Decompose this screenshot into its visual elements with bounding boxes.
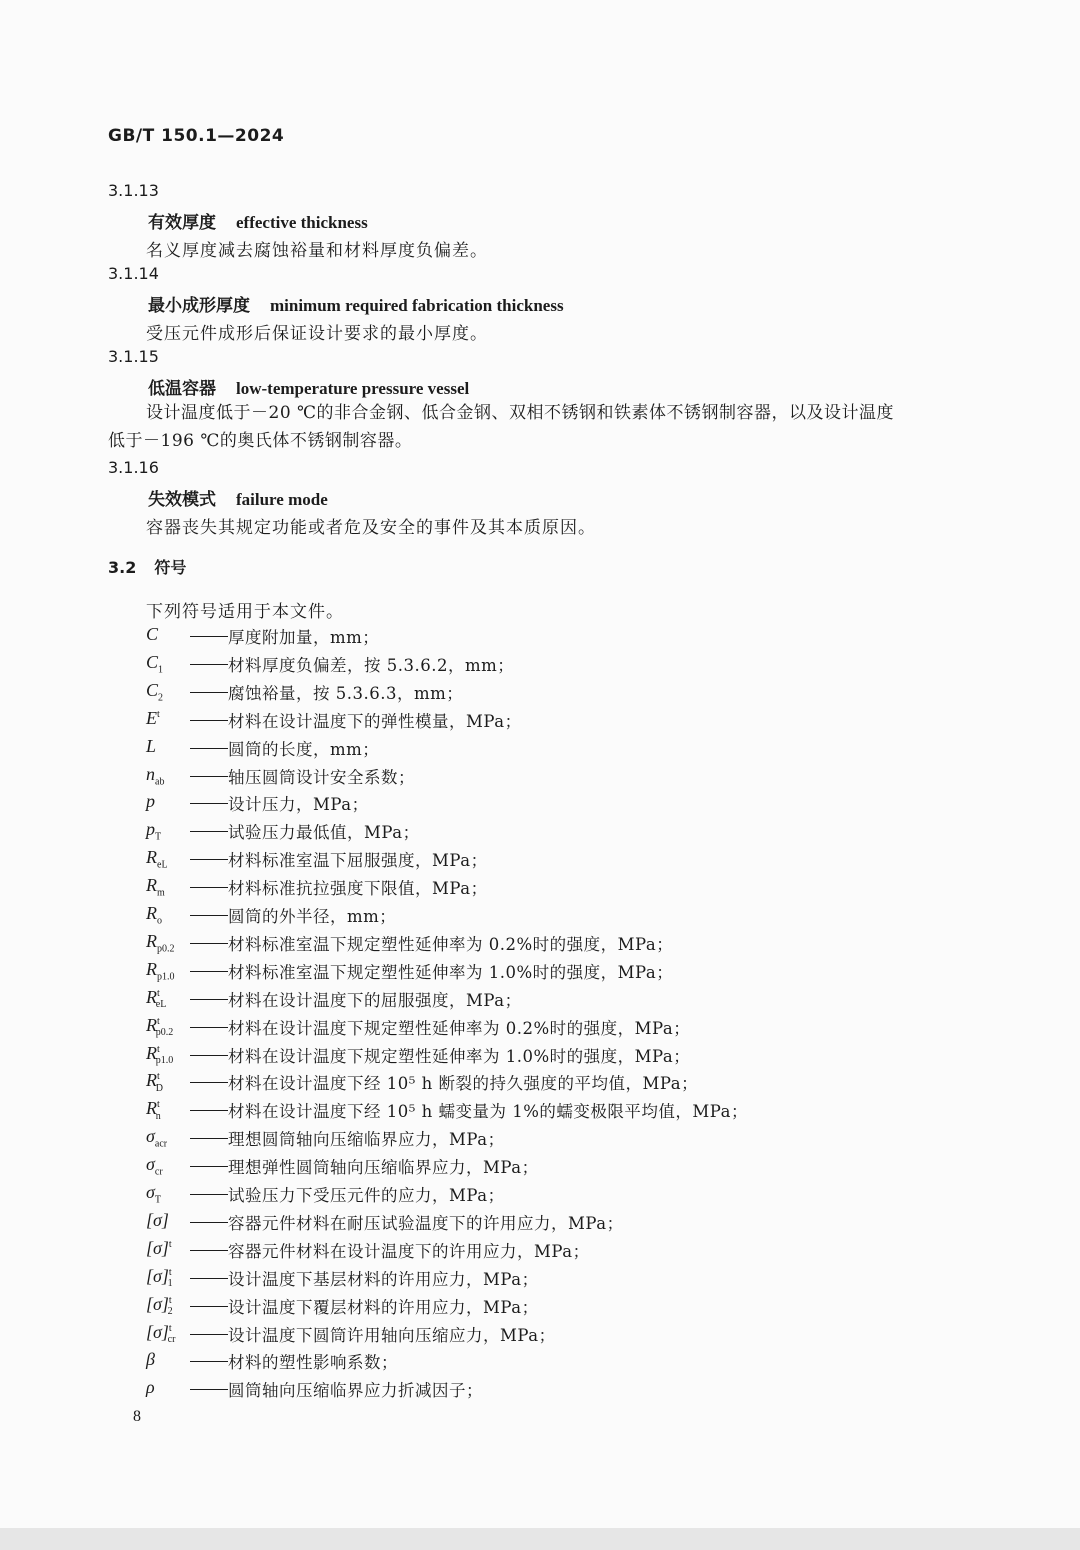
symbol-row (146, 1349, 946, 1377)
symbol-description: 理想圆筒轴向压缩临界应力，MPa； (228, 1130, 505, 1150)
em-dash-separator (190, 1361, 228, 1362)
symbol-row (146, 1294, 946, 1322)
symbol-description: 材料在设计温度下的屈服强度，MPa； (228, 990, 522, 1010)
em-dash-separator (190, 636, 228, 637)
symbol-base: C (146, 679, 159, 700)
symbol-description: 试验压力最低值，MPa； (228, 823, 420, 843)
em-dash-separator (190, 831, 228, 832)
symbol (146, 764, 164, 788)
clause-number: 3.1.16 (108, 458, 159, 477)
em-dash-separator (190, 1110, 228, 1111)
term-english: failure mode (236, 490, 328, 509)
symbol-row (146, 1098, 946, 1126)
symbol-subscript: cr (154, 1166, 163, 1178)
term-chinese: 有效厚度 (148, 213, 216, 233)
symbol-row (146, 1322, 946, 1350)
symbol (146, 1154, 163, 1178)
clause-definition: 设计温度低于－20 ℃的非合金钢、低合金钢、双相不锈钢和铁素体不锈钢制容器，以及设计温度低于－196 ℃的奥氏体不锈钢制容器。 (108, 403, 895, 451)
symbol-base: R (146, 875, 157, 896)
em-dash-separator (190, 1082, 228, 1083)
symbol-row (146, 708, 946, 736)
symbol-base: [σ] (146, 1293, 169, 1314)
symbol-superscript: t (168, 1294, 172, 1306)
symbol-base: R (146, 903, 157, 923)
symbol-description: 材料厚度负偏差，按 5.3.6.2，mm； (228, 655, 515, 675)
symbol (146, 1322, 175, 1346)
symbol-base: C (146, 624, 159, 644)
symbol-row (146, 1377, 946, 1405)
symbol-row (146, 1266, 946, 1294)
symbol-subscript: eL (155, 999, 167, 1011)
symbol-description: 设计温度下圆筒许用轴向压缩应力，MPa； (228, 1325, 556, 1345)
symbol-description: 腐蚀裕量，按 5.3.6.3，mm； (228, 683, 464, 703)
symbol-row (146, 875, 946, 903)
symbol-base: n (146, 763, 155, 784)
em-dash-separator (190, 1250, 228, 1251)
symbol (146, 624, 158, 645)
symbol-description: 设计温度下基层材料的许用应力，MPa； (228, 1269, 539, 1289)
symbol-superscript: t (157, 1099, 160, 1111)
symbol-subscript: 2 (158, 692, 164, 704)
symbol-base: R (146, 958, 157, 979)
symbol (146, 1377, 155, 1398)
term-chinese: 低温容器 (148, 379, 216, 399)
symbol (146, 903, 162, 927)
em-dash-separator (190, 999, 228, 1000)
section-title: 符号 (154, 558, 187, 577)
symbol (146, 680, 163, 704)
symbol-row (146, 1043, 946, 1071)
em-dash-separator (190, 943, 228, 944)
symbol (146, 1294, 173, 1318)
symbol-subscript: eL (157, 859, 168, 871)
symbol-row (146, 959, 946, 987)
symbol-base: R (146, 1042, 157, 1063)
symbol-description: 圆筒的外半径，mm； (228, 907, 397, 926)
symbol-subscript: 2 (167, 1306, 173, 1318)
symbol (146, 1098, 161, 1122)
symbol-row (146, 1015, 946, 1043)
section-heading (108, 555, 186, 578)
symbol-row (146, 931, 946, 959)
term-chinese: 最小成形厚度 (148, 296, 250, 316)
symbol-description: 材料的塑性影响系数； (228, 1353, 398, 1373)
symbol-superscript: t (157, 1043, 160, 1055)
em-dash-separator (190, 803, 228, 804)
symbol-row (146, 764, 946, 792)
clause-term (148, 485, 328, 510)
clause-number: 3.1.14 (108, 264, 159, 283)
symbol-superscript: t (168, 1238, 172, 1250)
symbol-description: 材料在设计温度下经 10⁵ h 断裂的持久强度的平均值，MPa； (228, 1074, 699, 1094)
symbol-subscript: o (157, 915, 162, 927)
clause-number: 3.1.15 (108, 347, 159, 366)
symbol-base: R (146, 1070, 157, 1091)
symbol-row (146, 1210, 946, 1238)
symbol-row (146, 987, 946, 1015)
symbol-description: 厚度附加量，mm； (228, 628, 380, 647)
symbol-row (146, 680, 946, 708)
symbol-base: σ (146, 1182, 155, 1202)
term-chinese: 失效模式 (148, 490, 216, 510)
symbol-description: 轴压圆筒设计安全系数； (228, 767, 415, 787)
em-dash-separator (190, 887, 228, 888)
em-dash-separator (190, 1166, 228, 1167)
symbol-subscript: acr (154, 1138, 168, 1150)
term-english: low-temperature pressure vessel (236, 379, 470, 398)
symbol (146, 736, 156, 757)
symbol-superscript: t (157, 987, 160, 999)
symbol-description: 材料标准室温下规定塑性延伸率为 0.2%时的强度，MPa； (228, 934, 674, 954)
em-dash-separator (190, 664, 228, 665)
symbol-base: R (146, 1098, 157, 1119)
symbol-subscript: 1 (158, 664, 164, 676)
symbol-description: 设计压力，MPa； (228, 795, 369, 815)
symbol-base: R (146, 986, 157, 1007)
em-dash-separator (190, 1138, 228, 1139)
symbol-description: 材料在设计温度下经 10⁵ h 蠕变量为 1%的蠕变极限平均值，MPa； (228, 1102, 748, 1122)
symbol-subscript: m (157, 887, 165, 899)
symbol (146, 819, 161, 843)
symbol-base: [σ] (146, 1209, 169, 1230)
symbol-subscript: p0.2 (157, 943, 175, 955)
clause-term (148, 291, 564, 316)
symbol-superscript: t (157, 1071, 160, 1083)
symbol-subscript: ab (155, 776, 165, 788)
symbol-base: σ (146, 1154, 155, 1175)
symbol-superscript: t (168, 1322, 172, 1334)
symbol-base: β (146, 1349, 155, 1370)
em-dash-separator (190, 1334, 228, 1335)
em-dash-separator (190, 720, 228, 721)
symbol-subscript: p1.0 (155, 1055, 174, 1067)
symbol-row (146, 736, 946, 764)
symbol-description: 材料在设计温度下规定塑性延伸率为 1.0%时的强度，MPa； (228, 1046, 691, 1066)
symbol-base: R (146, 847, 157, 868)
symbol-row (146, 652, 946, 680)
symbol-base: R (146, 1014, 157, 1035)
section-intro: 下列符号适用于本文件。 (146, 602, 344, 622)
clause-term (148, 374, 469, 399)
symbol (146, 847, 168, 871)
symbol-subscript: p0.2 (155, 1027, 174, 1039)
symbol-base: L (146, 735, 157, 756)
em-dash-separator (190, 1194, 228, 1195)
symbol-row (146, 903, 946, 931)
symbol (146, 1015, 173, 1039)
symbol-base: [σ] (146, 1237, 169, 1258)
symbol-base: p (146, 791, 155, 812)
em-dash-separator (190, 748, 228, 749)
symbol-subscript: 1 (167, 1278, 173, 1290)
em-dash-separator (190, 1389, 228, 1390)
clause-number: 3.1.13 (108, 181, 159, 200)
symbol-description: 材料标准室温下规定塑性延伸率为 1.0%时的强度，MPa； (228, 962, 674, 982)
page-number: 8 (133, 1408, 141, 1425)
clause-definition: 名义厚度减去腐蚀裕量和材料厚度负偏差。 (146, 241, 488, 261)
em-dash-separator (190, 971, 228, 972)
symbol-row (146, 1182, 946, 1210)
symbol-description: 材料在设计温度下规定塑性延伸率为 0.2%时的强度，MPa； (228, 1018, 691, 1038)
symbol (146, 1210, 169, 1231)
symbol (146, 987, 166, 1011)
symbol (146, 875, 165, 899)
symbol-subscript: cr (167, 1334, 176, 1346)
symbol-description: 理想弹性圆筒轴向压缩临界应力，MPa； (228, 1158, 539, 1178)
symbol-base: [σ] (146, 1321, 169, 1342)
symbol-row (146, 1126, 946, 1154)
symbol-subscript: p1.0 (157, 971, 175, 983)
em-dash-separator (190, 915, 228, 916)
symbol-row (146, 819, 946, 847)
symbol-row (146, 1238, 946, 1266)
symbol-description: 材料标准抗拉强度下限值，MPa； (228, 879, 488, 899)
symbol-subscript: n (155, 1110, 161, 1122)
symbol-row (146, 1154, 946, 1182)
clause-definition: 容器丧失其规定功能或者危及安全的事件及其本质原因。 (146, 518, 596, 538)
symbol (146, 791, 155, 812)
symbol-description: 圆筒轴向压缩临界应力折减因子； (228, 1381, 483, 1401)
em-dash-separator (190, 1278, 228, 1279)
symbol-description: 圆筒的长度，mm； (228, 739, 380, 759)
em-dash-separator (190, 1222, 228, 1223)
symbol (146, 652, 163, 676)
symbol-superscript: t (168, 1266, 172, 1278)
em-dash-separator (190, 692, 228, 693)
symbol-subscript: T (154, 1194, 161, 1206)
symbol-base: C (146, 651, 159, 672)
clause-definition: 受压元件成形后保证设计要求的最小厚度。 (146, 324, 488, 344)
standard-header: GB/T 150.1—2024 (108, 126, 285, 146)
symbol (146, 1043, 173, 1067)
symbol (146, 1349, 155, 1370)
symbol-base: σ (146, 1126, 155, 1147)
term-english: minimum required fabrication thickness (270, 296, 564, 315)
symbol-row (146, 624, 946, 652)
symbol-row (146, 847, 946, 875)
clause-term (148, 208, 368, 233)
em-dash-separator (190, 1027, 228, 1028)
symbol (146, 959, 175, 983)
symbol-description: 材料在设计温度下的弹性模量，MPa； (228, 711, 522, 731)
symbol-base: ρ (146, 1377, 155, 1398)
symbol-base: R (146, 930, 157, 951)
symbol-subscript: D (155, 1082, 164, 1094)
symbol (146, 1070, 163, 1094)
symbol (146, 931, 175, 955)
symbol-base: E (146, 707, 157, 728)
em-dash-separator (190, 776, 228, 777)
em-dash-separator (190, 1055, 228, 1056)
symbol-superscript: t (157, 1015, 160, 1027)
symbol (146, 1182, 161, 1206)
viewer-bottom-band (0, 1528, 1080, 1550)
symbol (146, 708, 160, 729)
symbol (146, 1266, 173, 1290)
symbol-subscript: T (155, 831, 162, 843)
symbol-description: 设计温度下覆层材料的许用应力，MPa； (228, 1297, 539, 1317)
symbol-superscript: t (157, 708, 160, 720)
symbol (146, 1126, 167, 1150)
symbol-description: 容器元件材料在设计温度下的许用应力，MPa； (228, 1241, 590, 1261)
symbol (146, 1238, 172, 1259)
term-english: effective thickness (236, 213, 368, 232)
symbol-description: 容器元件材料在耐压试验温度下的许用应力，MPa； (228, 1213, 624, 1233)
em-dash-separator (190, 1306, 228, 1307)
symbol-base: p (146, 819, 155, 840)
symbol-row (146, 791, 946, 819)
symbol-description: 材料标准室温下屈服强度，MPa； (228, 851, 488, 871)
symbol-row (146, 1070, 946, 1098)
symbol-description: 试验压力下受压元件的应力，MPa； (228, 1186, 505, 1205)
symbol-base: [σ] (146, 1265, 169, 1286)
em-dash-separator (190, 859, 228, 860)
section-number: 3.2 (108, 558, 137, 577)
